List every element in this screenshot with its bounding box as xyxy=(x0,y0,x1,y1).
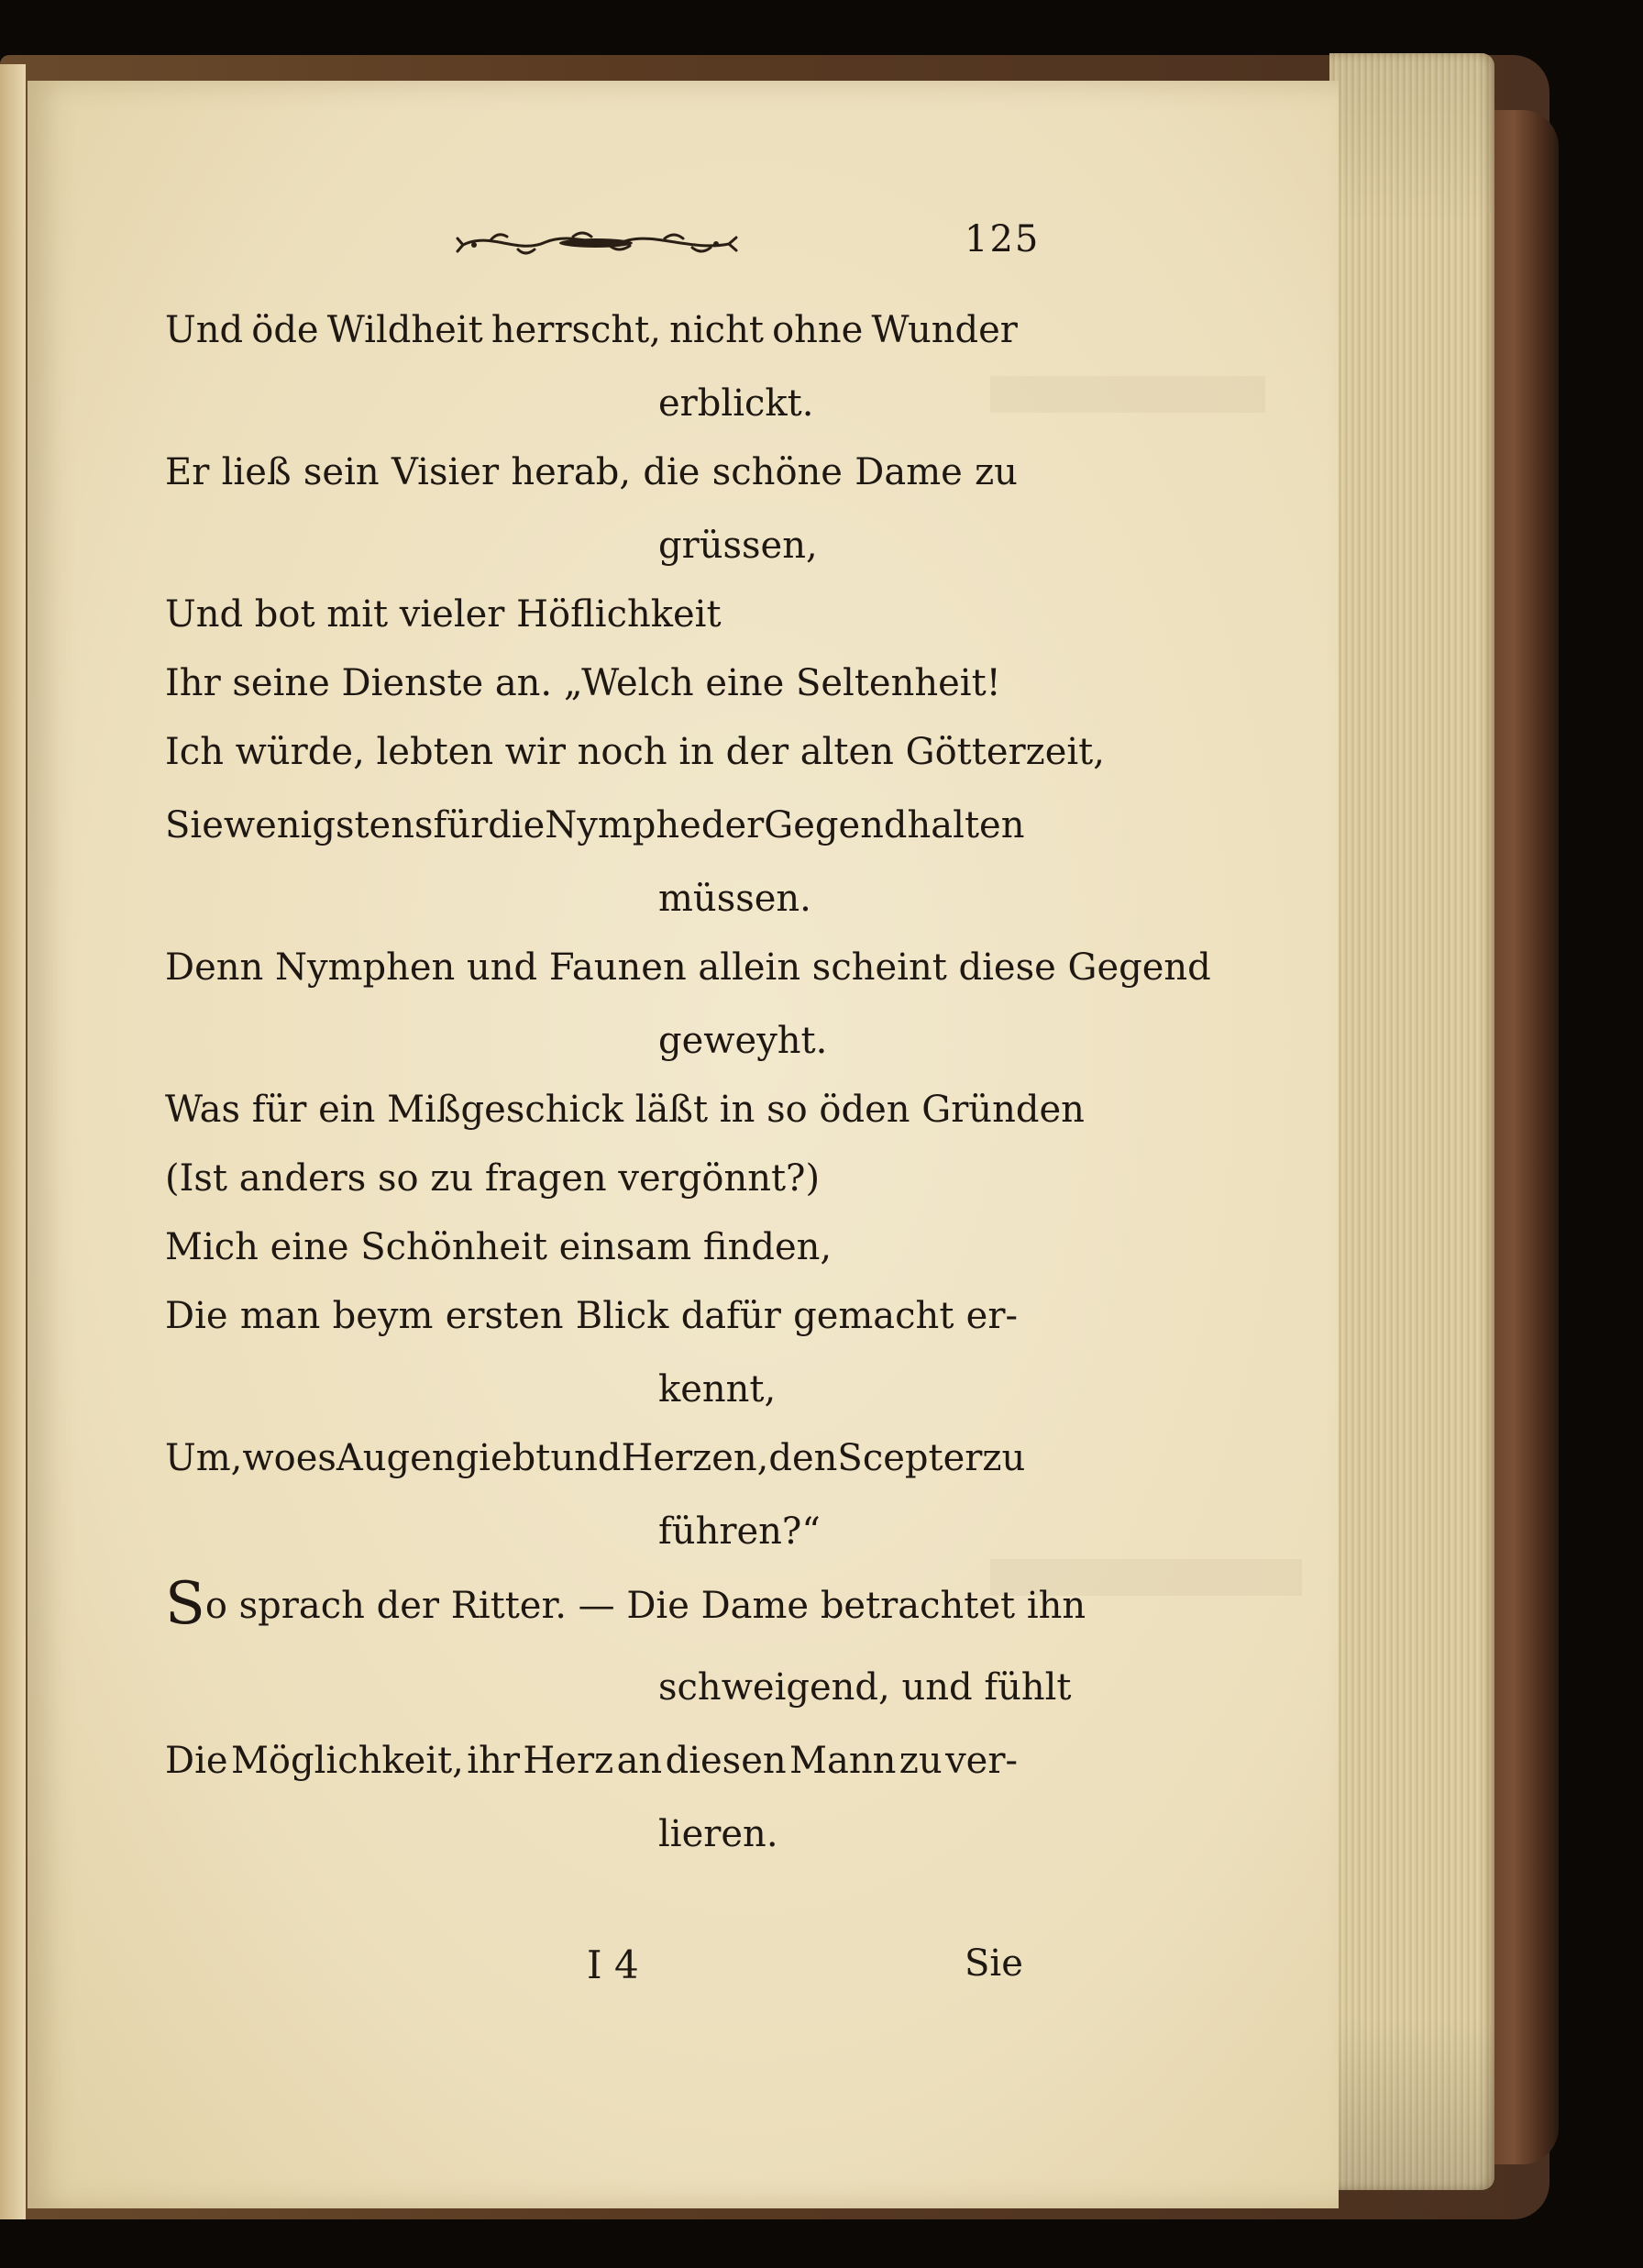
text-line xyxy=(165,309,1018,351)
word: gemacht xyxy=(793,1295,954,1337)
facing-page-edge xyxy=(0,64,26,2219)
word: diesen xyxy=(665,1740,787,1782)
word: für xyxy=(433,804,489,846)
word: herrscht, xyxy=(491,309,661,351)
word: die xyxy=(488,804,546,846)
word: Augen xyxy=(336,1437,456,1479)
word: Und xyxy=(165,309,244,351)
text-line: grüssen, xyxy=(658,525,818,567)
word: Sie xyxy=(165,804,224,846)
signature-mark: I 4 xyxy=(587,1942,639,1987)
word: zu xyxy=(982,1437,1026,1479)
word: zu xyxy=(975,451,1018,493)
word: Wunder xyxy=(871,309,1018,351)
text-line xyxy=(165,1295,1018,1337)
word: Nymphe xyxy=(545,804,701,846)
word: Wildheit xyxy=(326,309,483,351)
word: ver- xyxy=(945,1740,1018,1782)
page-edges-shade xyxy=(1329,53,1494,2190)
word: es xyxy=(295,1437,336,1479)
text-line: geweyht. xyxy=(658,1020,828,1062)
word: Er xyxy=(165,451,210,493)
word: Um, xyxy=(165,1437,243,1479)
word: der xyxy=(700,804,765,846)
text-line: erblickt. xyxy=(658,382,814,425)
word: er- xyxy=(965,1295,1018,1337)
word: Herzen, xyxy=(621,1437,769,1479)
text-line xyxy=(165,1740,1018,1782)
text-line: Denn Nymphen und Faunen allein scheint diese Gegend xyxy=(165,946,1211,989)
word: zu xyxy=(899,1740,943,1782)
word: wo xyxy=(242,1437,296,1479)
word: an xyxy=(616,1740,663,1782)
word: Visier xyxy=(391,451,500,493)
text-line: müssen. xyxy=(658,878,811,920)
word: Mann xyxy=(789,1740,897,1782)
show-through xyxy=(990,376,1265,413)
text-line: Ich würde, lebten wir noch in der alten Götterzeit, xyxy=(165,731,1105,773)
word: man xyxy=(239,1295,321,1337)
word: öde xyxy=(251,309,319,351)
word: Dame xyxy=(855,451,963,493)
text-line xyxy=(165,451,1018,493)
word: die xyxy=(643,451,700,493)
word: Herz xyxy=(523,1740,614,1782)
text-line: schweigend, und fühlt xyxy=(658,1666,1072,1709)
word: Gegend xyxy=(764,804,908,846)
word: ohne xyxy=(772,309,864,351)
text-line: lieren. xyxy=(658,1813,778,1855)
word: ihr xyxy=(467,1740,520,1782)
text-line: kennt, xyxy=(658,1368,777,1411)
vine-ornament-icon xyxy=(454,218,747,271)
word: ließ xyxy=(221,451,292,493)
word: sein xyxy=(303,451,380,493)
drop-cap: S xyxy=(165,1570,205,1638)
word: Die xyxy=(165,1295,228,1337)
text-line: Was für ein Mißgeschick läßt in so öden Gründen xyxy=(165,1089,1085,1131)
word: Möglichkeit, xyxy=(230,1740,464,1782)
word: den xyxy=(768,1437,838,1479)
catchword: Sie xyxy=(965,1942,1023,1985)
word: und xyxy=(550,1437,622,1479)
word: ersten xyxy=(445,1295,564,1337)
text-line: Ihr seine Dienste an. „Welch eine Seltenheit! xyxy=(165,662,1001,704)
word: nicht xyxy=(669,309,764,351)
text-line xyxy=(165,804,1025,846)
word: beym xyxy=(332,1295,434,1337)
word: giebt xyxy=(455,1437,551,1479)
line-text: o sprach der Ritter. — Die Dame betrachtet ihn xyxy=(204,1585,1086,1627)
word: Die xyxy=(165,1740,228,1782)
word: herab, xyxy=(511,451,632,493)
word: halten xyxy=(907,804,1025,846)
word: dafür xyxy=(680,1295,781,1337)
text-line: (Ist anders so zu fragen vergönnt?) xyxy=(165,1157,821,1200)
page-number: 125 xyxy=(965,218,1041,260)
text-line: Mich eine Schönheit einsam finden, xyxy=(165,1226,833,1268)
word: wenigstens xyxy=(223,804,434,846)
word: Scepter xyxy=(837,1437,983,1479)
word: schöne xyxy=(711,451,843,493)
text-line: führen?“ xyxy=(658,1510,821,1553)
word: Blick xyxy=(575,1295,669,1337)
text-line xyxy=(165,1570,1086,1638)
text-line xyxy=(165,1437,1026,1479)
text-line: Und bot mit vieler Höflichkeit xyxy=(165,593,722,636)
